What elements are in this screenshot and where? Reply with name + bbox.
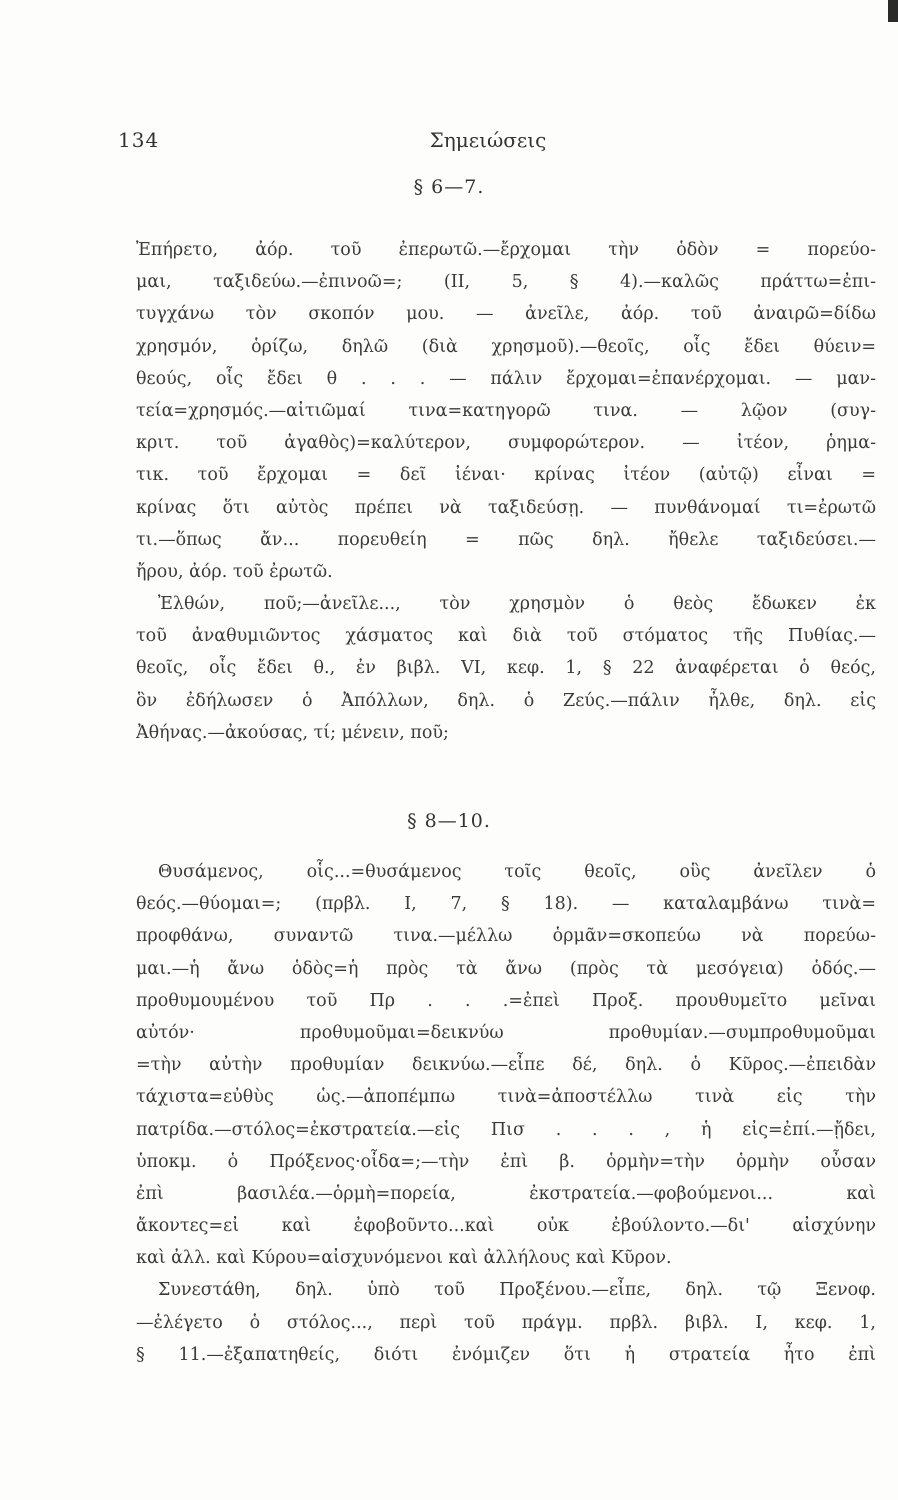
running-title: Σημειώσεις bbox=[429, 128, 547, 152]
text-line: προθυμουμένου τοῦ Πρ . . .=ἐπεὶ Προξ. προυθυμεῖτο μεῖναι bbox=[136, 990, 876, 1011]
text-line: —ἐλέγετο ὁ στόλος..., περὶ τοῦ πράγμ. πρβλ. βιβλ. Ι, κεφ. 1, bbox=[136, 1312, 876, 1333]
text-line: ὑποκμ. ὁ Πρόξενος·οἶδα=;—τὴν ἐπὶ β. ὁρμὴν=τὴν ὁρμὴν οὖσαν bbox=[136, 1151, 876, 1172]
text-line: θεοῖς, οἷς ἔδει θ., ἐν βιβλ. VI, κεφ. 1, § 22 ἀναφέρεται ὁ θεός, bbox=[136, 658, 876, 679]
text-line: τυγχάνω τὸν σκοπόν μου. — ἀνεῖλε, ἀόρ. τοῦ ἀναιρῶ=δίδω bbox=[136, 304, 876, 325]
text-line: θεός.—θύομαι=; (πρβλ. Ι, 7, § 18). — καταλαμβάνω τινὰ= bbox=[136, 894, 876, 915]
section-heading-6-7: § 6—7. bbox=[413, 176, 485, 198]
text-line: πατρίδα.—στόλος=ἐκστρατεία.—εἰς Πισ . . . , ἡ εἰς=ἐπί.—ᾔδει, bbox=[136, 1119, 876, 1140]
text-line: κριτ. τοῦ ἀγαθὸς)=καλύτερον, συμφορώτερον. — ἰτέον, ῥημα- bbox=[136, 433, 876, 454]
text-line: τικ. τοῦ ἔρχομαι = δεῖ ἰέναι· κρίνας ἰτέον (αὐτῷ) εἶναι = bbox=[136, 465, 876, 486]
page-number: 134 bbox=[118, 128, 160, 152]
notes-block-8-10 bbox=[136, 856, 876, 1371]
text-line: αὐτόν· προθυμοῦμαι=δεικνύω προθυμίαν.—συμπροθυμοῦμαι bbox=[136, 1022, 876, 1043]
text-line: τοῦ ἀναθυμιῶντος χάσματος καὶ διὰ τοῦ στόματος τῆς Πυθίας.— bbox=[136, 626, 876, 647]
page-header bbox=[118, 128, 858, 158]
notes-block-6-7 bbox=[136, 234, 876, 749]
text-line: προφθάνω, συναντῶ τινα.—μέλλω ὁρμᾶν=σκοπεύω νὰ πορεύω- bbox=[136, 926, 876, 947]
text-line: =τὴν αὐτὴν προθυμίαν δεικνύω.—εἶπε δέ, δηλ. ὁ Κῦρος.—ἐπειδὰν bbox=[136, 1055, 876, 1076]
text-line: καὶ ἀλλ. καὶ Κύρου=αἰσχυνόμενοι καὶ ἀλλήλους καὶ Κῦρον. bbox=[136, 1248, 672, 1269]
section-heading-8-10: § 8—10. bbox=[407, 810, 491, 832]
text-line: Ἐπήρετο, ἀόρ. τοῦ ἐπερωτῶ.—ἔρχομαι τὴν ὁδὸν = πορεύο- bbox=[136, 240, 876, 260]
text-line: ἤρου, ἀόρ. τοῦ ἐρωτῶ. bbox=[136, 561, 333, 582]
text-line: Συνεστάθη, δηλ. ὑπὸ τοῦ Προξένου.—εἶπε, δηλ. τῷ Ξενοφ. bbox=[158, 1280, 876, 1301]
text-line: θεούς, οἷς ἔδει θ . . . — πάλιν ἔρχομαι=ἐπανέρχομαι. — μαν- bbox=[136, 368, 876, 389]
text-line: κρίνας ὅτι αὐτὸς πρέπει νὰ ταξιδεύσῃ. — πυνθάνομαί τι=ἐρωτῶ bbox=[136, 497, 876, 518]
text-line: Ἐλθών, ποῦ;—ἀνεῖλε..., τὸν χρησμὸν ὁ θεὸς ἔδωκεν ἐκ bbox=[158, 594, 876, 615]
text-line: τάχιστα=εὐθὺς ὡς.—ἀποπέμπω τινὰ=ἀποστέλλω τινὰ εἰς τὴν bbox=[136, 1087, 876, 1108]
text-line: ἄκοντες=εἰ καὶ ἐφοβοῦντο...καὶ οὐκ ἐβούλοντο.—δι' αἰσχύνην bbox=[136, 1216, 876, 1237]
text-line: μαι, ταξιδεύω.—ἐπινοῶ=; (ΙΙ, 5, § 4).—καλῶς πράττω=ἐπι- bbox=[136, 272, 876, 293]
text-line: ὃν ἐδήλωσεν ὁ Ἀπόλλων, δηλ. ὁ Ζεύς.—πάλιν ἦλθε, δηλ. εἰς bbox=[136, 690, 876, 711]
text-line: Θυσάμενος, οἷς...=θυσάμενος τοῖς θεοῖς, οὓς ἀνεῖλεν ὁ bbox=[158, 862, 876, 882]
text-line: ἐπὶ βασιλέα.—ὁρμὴ=πορεία, ἐκστρατεία.—φοβούμενοι... καὶ bbox=[136, 1183, 876, 1204]
text-line: χρησμόν, ὁρίζω, δηλῶ (διὰ χρησμοῦ).—θεοῖς, οἷς ἔδει θύειν= bbox=[136, 336, 876, 357]
page-edge-mark bbox=[888, 0, 898, 22]
text-line: μαι.—ἡ ἄνω ὁδὸς=ἡ πρὸς τὰ ἄνω (πρὸς τὰ μεσόγεια) ὁδός.— bbox=[136, 958, 876, 979]
text-line: Ἀθήνας.—ἀκούσας, τί; μένειν, ποῦ; bbox=[136, 722, 449, 743]
text-line: τι.—ὅπως ἄν... πορευθείη = πῶς δηλ. ἤθελε ταξιδεύσει.— bbox=[136, 529, 876, 550]
text-line: τεία=χρησμός.—αἰτιῶμαί τινα=κατηγορῶ τινα. — λῷον (συγ- bbox=[136, 400, 876, 421]
text-line: § 11.—ἐξαπατηθείς, διότι ἐνόμιζεν ὅτι ἡ στρατεία ἦτο ἐπὶ bbox=[136, 1344, 876, 1365]
